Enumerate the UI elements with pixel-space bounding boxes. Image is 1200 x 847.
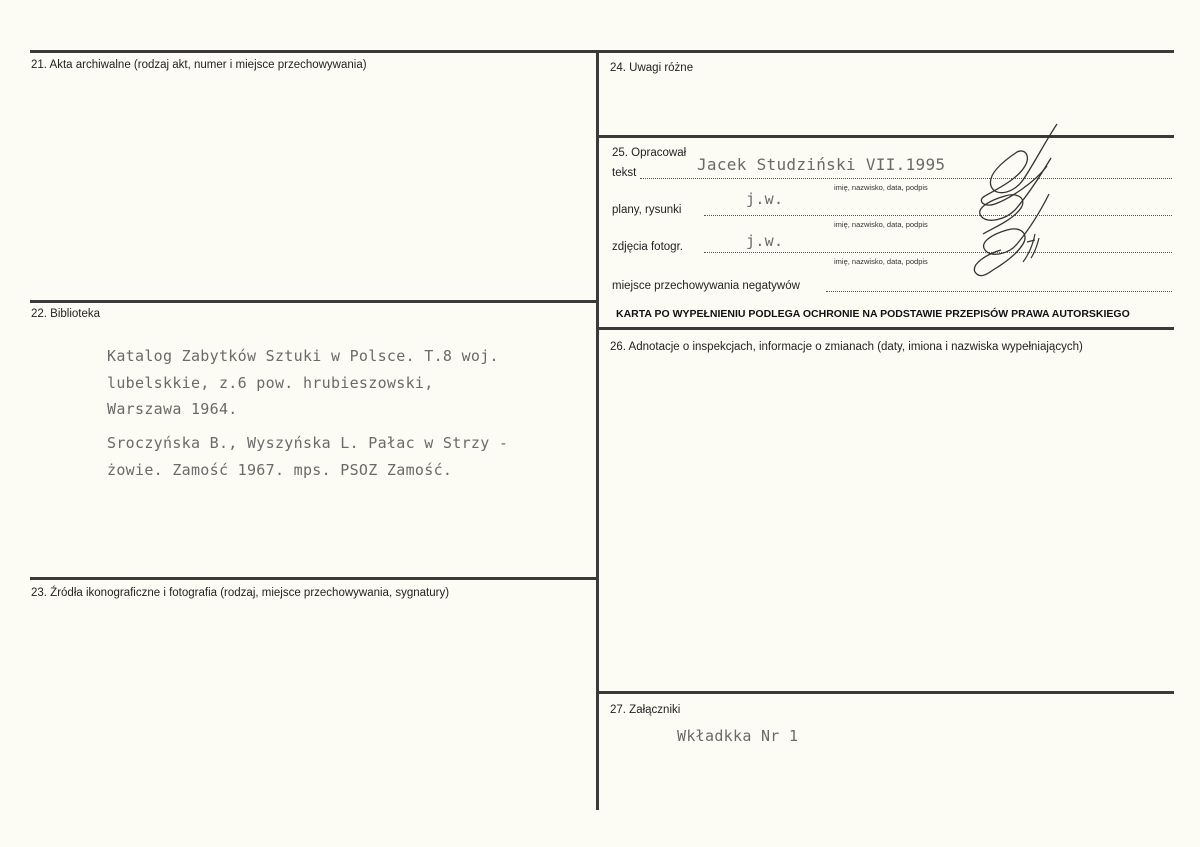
top-rule [30, 50, 1174, 53]
tekst-label: tekst [612, 167, 637, 179]
section-21-label: 21. Akta archiwalne (rodzaj akt, numer i miejsce przechowywania) [31, 59, 367, 71]
rule-22-23 [30, 577, 598, 580]
attachment-value: Wkładkka Nr 1 [677, 727, 799, 745]
plany-value: j.w. [746, 190, 784, 208]
negatywy-label: miejsce przechowywania negatywów [612, 280, 800, 292]
bibliography-line-2: lubelskkie, z.6 pow. hrubieszowski, [107, 374, 434, 392]
zdjecia-dotted-line [704, 252, 1172, 253]
zdjecia-value: j.w. [746, 232, 784, 250]
section-27-label: 27. Załączniki [610, 704, 681, 716]
copyright-notice: KARTA PO WYPEŁNIENIU PODLEGA OCHRONIE NA PODSTAWIE PRZEPISÓW PRAWA AUTORSKIEGO [616, 308, 1130, 320]
bibliography-line-3: Warszawa 1964. [107, 400, 238, 418]
tekst-caption: imię, nazwisko, data, podpis [834, 183, 928, 192]
center-divider [596, 50, 599, 810]
signature [965, 122, 1065, 282]
plany-label: plany, rysunki [612, 204, 682, 216]
plany-caption: imię, nazwisko, data, podpis [834, 220, 928, 229]
section-23-label: 23. Źródła ikonograficzne i fotografia (rodzaj, miejsce przechowywania, sygnatury) [31, 587, 450, 599]
zdjecia-caption: imię, nazwisko, data, podpis [834, 257, 928, 266]
plany-dotted-line [704, 215, 1172, 216]
section-24-label: 24. Uwagi różne [610, 62, 694, 74]
section-22-label: 22. Biblioteka [31, 308, 101, 320]
section-26-label: 26. Adnotacje o inspekcjach, informacje o zmianach (daty, imiona i nazwiska wypełniających) [610, 341, 1083, 353]
bibliography-line-1: Katalog Zabytków Sztuki w Polsce. T.8 woj. [107, 347, 499, 365]
tekst-value: Jacek Studziński VII.1995 [697, 155, 946, 174]
rule-24-25 [598, 135, 1174, 138]
rule-26-27 [598, 691, 1174, 694]
tekst-dotted-line [640, 178, 1172, 179]
section-25-label: 25. Opracował [612, 147, 687, 159]
negatywy-dotted-line [826, 291, 1172, 292]
rule-25-26 [598, 327, 1174, 330]
zdjecia-label: zdjęcia fotogr. [612, 241, 683, 253]
bibliography-line-4: Sroczyńska B., Wyszyńska L. Pałac w Strzy - [107, 434, 509, 452]
bibliography-line-5: żowie. Zamość 1967. mps. PSOZ Zamość. [107, 461, 453, 479]
rule-21-22 [30, 300, 598, 303]
